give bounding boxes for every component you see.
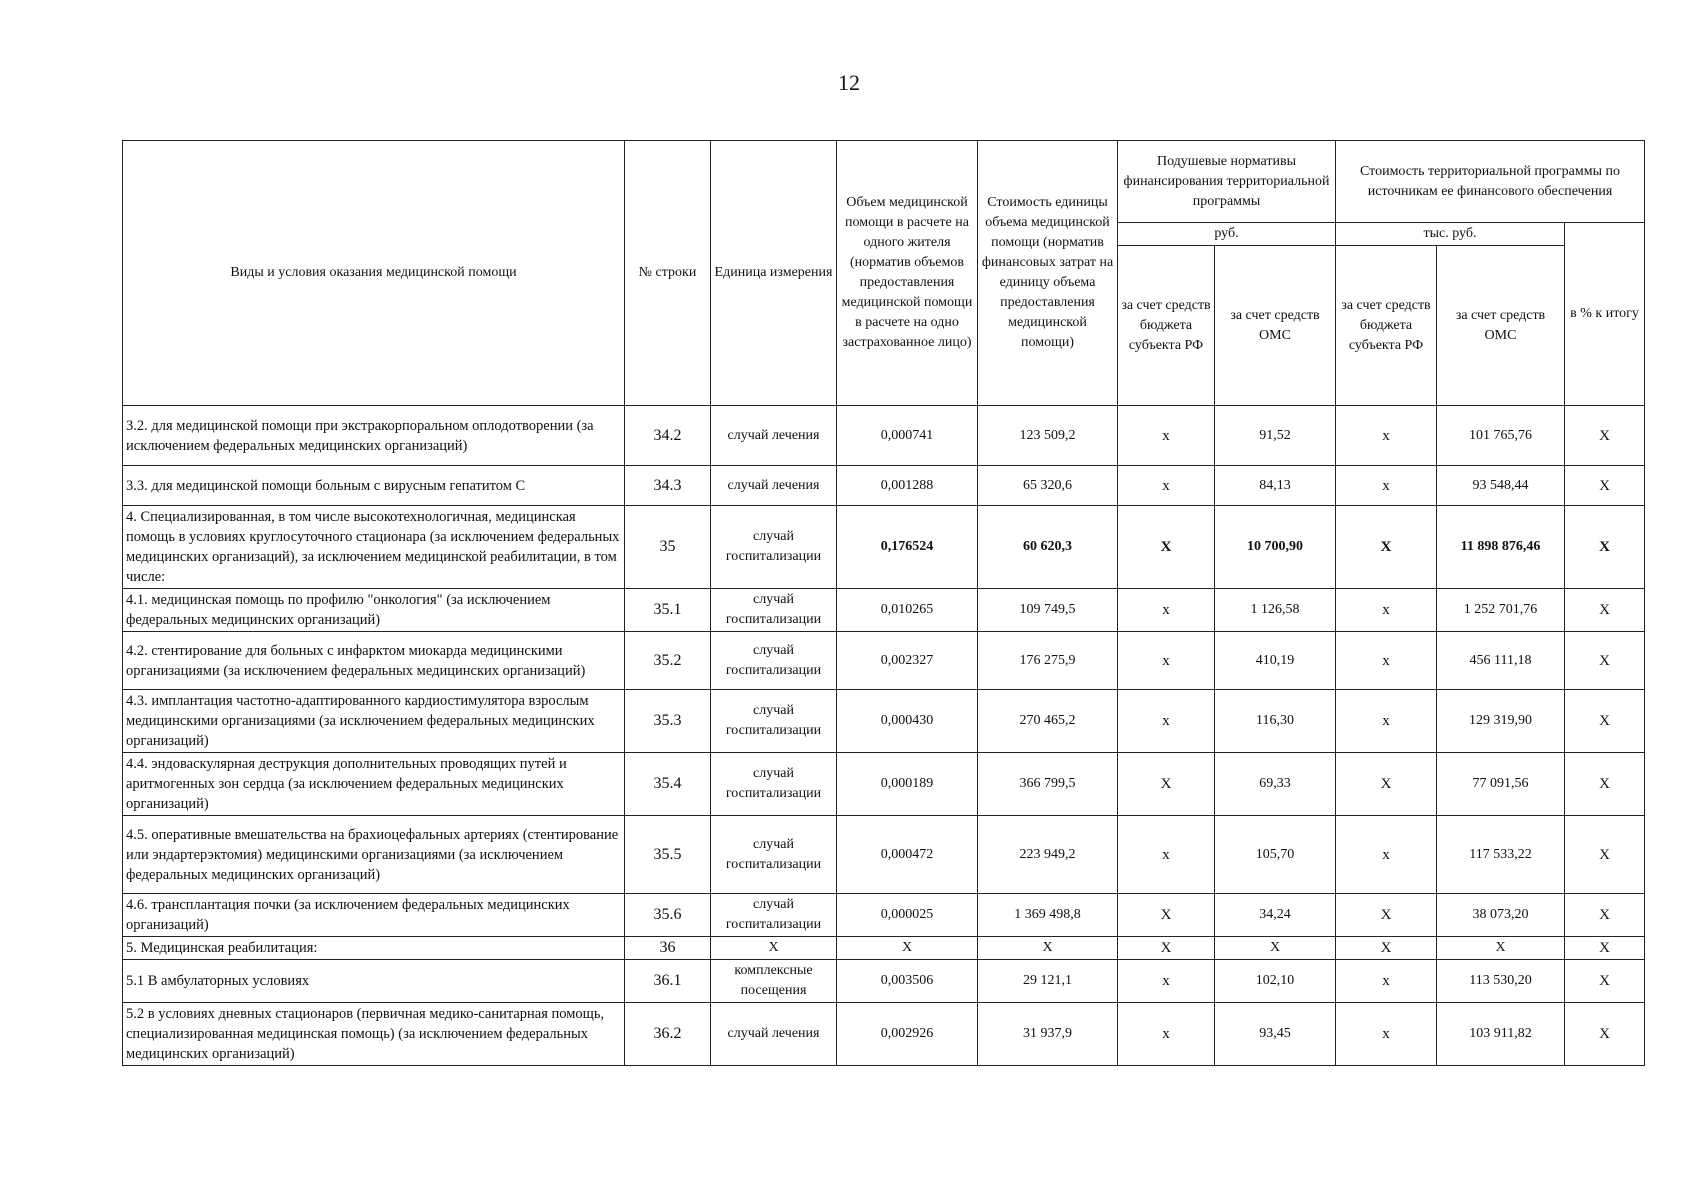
row-percent: X [1565,690,1645,753]
row-unit: случай госпитализации [711,632,837,690]
row-code: 36.2 [625,1003,711,1066]
row-cost: 29 121,1 [978,960,1118,1003]
row-cost: 176 275,9 [978,632,1118,690]
row-program-oms: 113 530,20 [1437,960,1565,1003]
row-cost: 60 620,3 [978,506,1118,589]
row-code: 35.1 [625,589,711,632]
row-per-capita-budget: X [1118,937,1215,960]
row-per-capita-oms: 105,70 [1215,816,1336,894]
header-program-budget: за счет средств бюджета субъекта РФ [1336,246,1437,406]
row-per-capita-budget: x [1118,589,1215,632]
row-unit: случай лечения [711,466,837,506]
row-percent: X [1565,960,1645,1003]
header-unit: Единица измерения [711,141,837,406]
row-volume: 0,002926 [837,1003,978,1066]
header-type: Виды и условия оказания медицинской помощи [123,141,625,406]
row-volume: 0,000430 [837,690,978,753]
row-unit: случай госпитализации [711,690,837,753]
table-row [123,960,1645,1003]
table-row [123,1003,1645,1066]
row-per-capita-oms: 84,13 [1215,466,1336,506]
header-per-capita: Подушевые нормативы финансирования территориальной программы [1118,141,1336,223]
row-percent: X [1565,632,1645,690]
row-program-budget: x [1336,1003,1437,1066]
row-cost: 123 509,2 [978,406,1118,466]
row-name: 3.2. для медицинской помощи при экстракорпоральном оплодотворении (за исключением федеральных медицинских организаций) [123,406,625,466]
row-program-oms: 77 091,56 [1437,753,1565,816]
row-cost: 270 465,2 [978,690,1118,753]
row-percent: X [1565,589,1645,632]
row-program-oms: 117 533,22 [1437,816,1565,894]
row-percent: X [1565,466,1645,506]
row-code: 36.1 [625,960,711,1003]
row-per-capita-budget: x [1118,466,1215,506]
row-volume: 0,002327 [837,632,978,690]
row-unit: случай лечения [711,1003,837,1066]
header-rub: руб. [1118,223,1336,246]
table-row [123,589,1645,632]
table-row [123,506,1645,589]
row-per-capita-budget: X [1118,753,1215,816]
row-per-capita-budget: x [1118,816,1215,894]
row-program-budget: X [1336,506,1437,589]
row-percent: X [1565,937,1645,960]
row-program-budget: x [1336,466,1437,506]
row-code: 34.3 [625,466,711,506]
row-per-capita-budget: x [1118,690,1215,753]
row-cost: 65 320,6 [978,466,1118,506]
row-per-capita-oms: 116,30 [1215,690,1336,753]
row-per-capita-oms: X [1215,937,1336,960]
header-volume: Объем медицинской помощи в расчете на одного жителя (норматив объемов предоставления медицинской помощи в расчете на одно застрахованное лицо) [837,141,978,406]
row-program-oms: 11 898 876,46 [1437,506,1565,589]
row-name: 3.3. для медицинской помощи больным с вирусным гепатитом С [123,466,625,506]
row-program-budget: x [1336,589,1437,632]
row-name: 4.1. медицинская помощь по профилю "онкология" (за исключением федеральных медицинских организаций) [123,589,625,632]
row-name: 4.2. стентирование для больных с инфарктом миокарда медицинскими организациями (за исключением федеральных медицинских организаций) [123,632,625,690]
row-volume: 0,000025 [837,894,978,937]
header-per-capita-budget: за счет средств бюджета субъекта РФ [1118,246,1215,406]
row-per-capita-oms: 34,24 [1215,894,1336,937]
row-program-oms: X [1437,937,1565,960]
row-program-budget: X [1336,894,1437,937]
row-unit: случай лечения [711,406,837,466]
row-per-capita-budget: x [1118,406,1215,466]
row-name: 4.6. трансплантация почки (за исключением федеральных медицинских организаций) [123,894,625,937]
row-volume: 0,001288 [837,466,978,506]
row-code: 35 [625,506,711,589]
row-volume: X [837,937,978,960]
row-program-budget: X [1336,753,1437,816]
row-per-capita-oms: 10 700,90 [1215,506,1336,589]
row-program-budget: x [1336,632,1437,690]
row-name: 5.2 в условиях дневных стационаров (первичная медико-санитарная помощь, специализированная медицинская помощь) (за исключением федеральных медицинских организаций) [123,1003,625,1066]
row-percent: X [1565,753,1645,816]
row-per-capita-budget: X [1118,894,1215,937]
row-percent: X [1565,1003,1645,1066]
header-thous-rub: тыс. руб. [1336,223,1565,246]
row-code: 34.2 [625,406,711,466]
row-per-capita-oms: 410,19 [1215,632,1336,690]
row-cost: X [978,937,1118,960]
header-program-oms: за счет средств ОМС [1437,246,1565,406]
row-name: 5. Медицинская реабилитация: [123,937,625,960]
row-percent: X [1565,506,1645,589]
row-volume: 0,010265 [837,589,978,632]
table-row [123,466,1645,506]
row-program-oms: 103 911,82 [1437,1003,1565,1066]
row-program-budget: X [1336,937,1437,960]
row-percent: X [1565,816,1645,894]
row-per-capita-oms: 93,45 [1215,1003,1336,1066]
row-program-oms: 1 252 701,76 [1437,589,1565,632]
row-code: 36 [625,937,711,960]
row-cost: 366 799,5 [978,753,1118,816]
row-per-capita-oms: 102,10 [1215,960,1336,1003]
row-unit: случай госпитализации [711,753,837,816]
row-unit: случай госпитализации [711,816,837,894]
row-code: 35.4 [625,753,711,816]
row-cost: 109 749,5 [978,589,1118,632]
row-program-oms: 129 319,90 [1437,690,1565,753]
row-percent: X [1565,406,1645,466]
row-unit: случай госпитализации [711,506,837,589]
row-name: 4.3. имплантация частотно-адаптированного кардиостимулятора взрослым медицинскими организациями (за исключением федеральных медицинских организаций) [123,690,625,753]
row-name: 4.4. эндоваскулярная деструкция дополнительных проводящих путей и аритмогенных зон сердца (за исключением федеральных медицинских организаций) [123,753,625,816]
row-code: 35.2 [625,632,711,690]
row-code: 35.5 [625,816,711,894]
header-percent: в % к итогу [1565,223,1645,406]
header-per-capita-oms: за счет средств ОМС [1215,246,1336,406]
table-row [123,632,1645,690]
header-cost: Стоимость единицы объема медицинской помощи (норматив финансовых затрат на единицу объема предоставления медицинской помощи) [978,141,1118,406]
row-program-oms: 93 548,44 [1437,466,1565,506]
table-row [123,937,1645,960]
row-volume: 0,000472 [837,816,978,894]
table-row [123,816,1645,894]
row-program-budget: x [1336,960,1437,1003]
row-program-budget: x [1336,816,1437,894]
row-name: 4. Специализированная, в том числе высокотехнологичная, медицинская помощь в условиях круглосуточного стационара (за исключением федеральных медицинских организаций), за исключением медицинской реабилитации, в том числе: [123,506,625,589]
row-per-capita-budget: x [1118,1003,1215,1066]
row-program-budget: x [1336,690,1437,753]
row-volume: 0,000189 [837,753,978,816]
row-per-capita-budget: x [1118,960,1215,1003]
row-per-capita-budget: x [1118,632,1215,690]
header-row-no: № строки [625,141,711,406]
row-cost: 223 949,2 [978,816,1118,894]
table-row [123,894,1645,937]
table-row [123,690,1645,753]
row-cost: 1 369 498,8 [978,894,1118,937]
row-program-budget: x [1336,406,1437,466]
row-per-capita-oms: 69,33 [1215,753,1336,816]
row-volume: 0,176524 [837,506,978,589]
row-program-oms: 38 073,20 [1437,894,1565,937]
row-percent: X [1565,894,1645,937]
row-code: 35.3 [625,690,711,753]
row-unit: случай госпитализации [711,894,837,937]
row-name: 4.5. оперативные вмешательства на брахиоцефальных артериях (стентирование или эндартерэктомия) медицинскими организациями (за исключением федеральных медицинских организаций) [123,816,625,894]
row-name: 5.1 В амбулаторных условиях [123,960,625,1003]
header-program-cost: Стоимость территориальной программы по источникам ее финансового обеспечения [1336,141,1645,223]
row-per-capita-oms: 1 126,58 [1215,589,1336,632]
medical-care-table [122,140,1645,1066]
row-program-oms: 456 111,18 [1437,632,1565,690]
row-program-oms: 101 765,76 [1437,406,1565,466]
row-per-capita-oms: 91,52 [1215,406,1336,466]
table-row [123,406,1645,466]
table-row [123,753,1645,816]
row-code: 35.6 [625,894,711,937]
row-volume: 0,000741 [837,406,978,466]
row-unit: X [711,937,837,960]
row-unit: комплексные посещения [711,960,837,1003]
row-per-capita-budget: X [1118,506,1215,589]
page-number: 12 [838,70,860,95]
row-volume: 0,003506 [837,960,978,1003]
row-unit: случай госпитализации [711,589,837,632]
row-cost: 31 937,9 [978,1003,1118,1066]
